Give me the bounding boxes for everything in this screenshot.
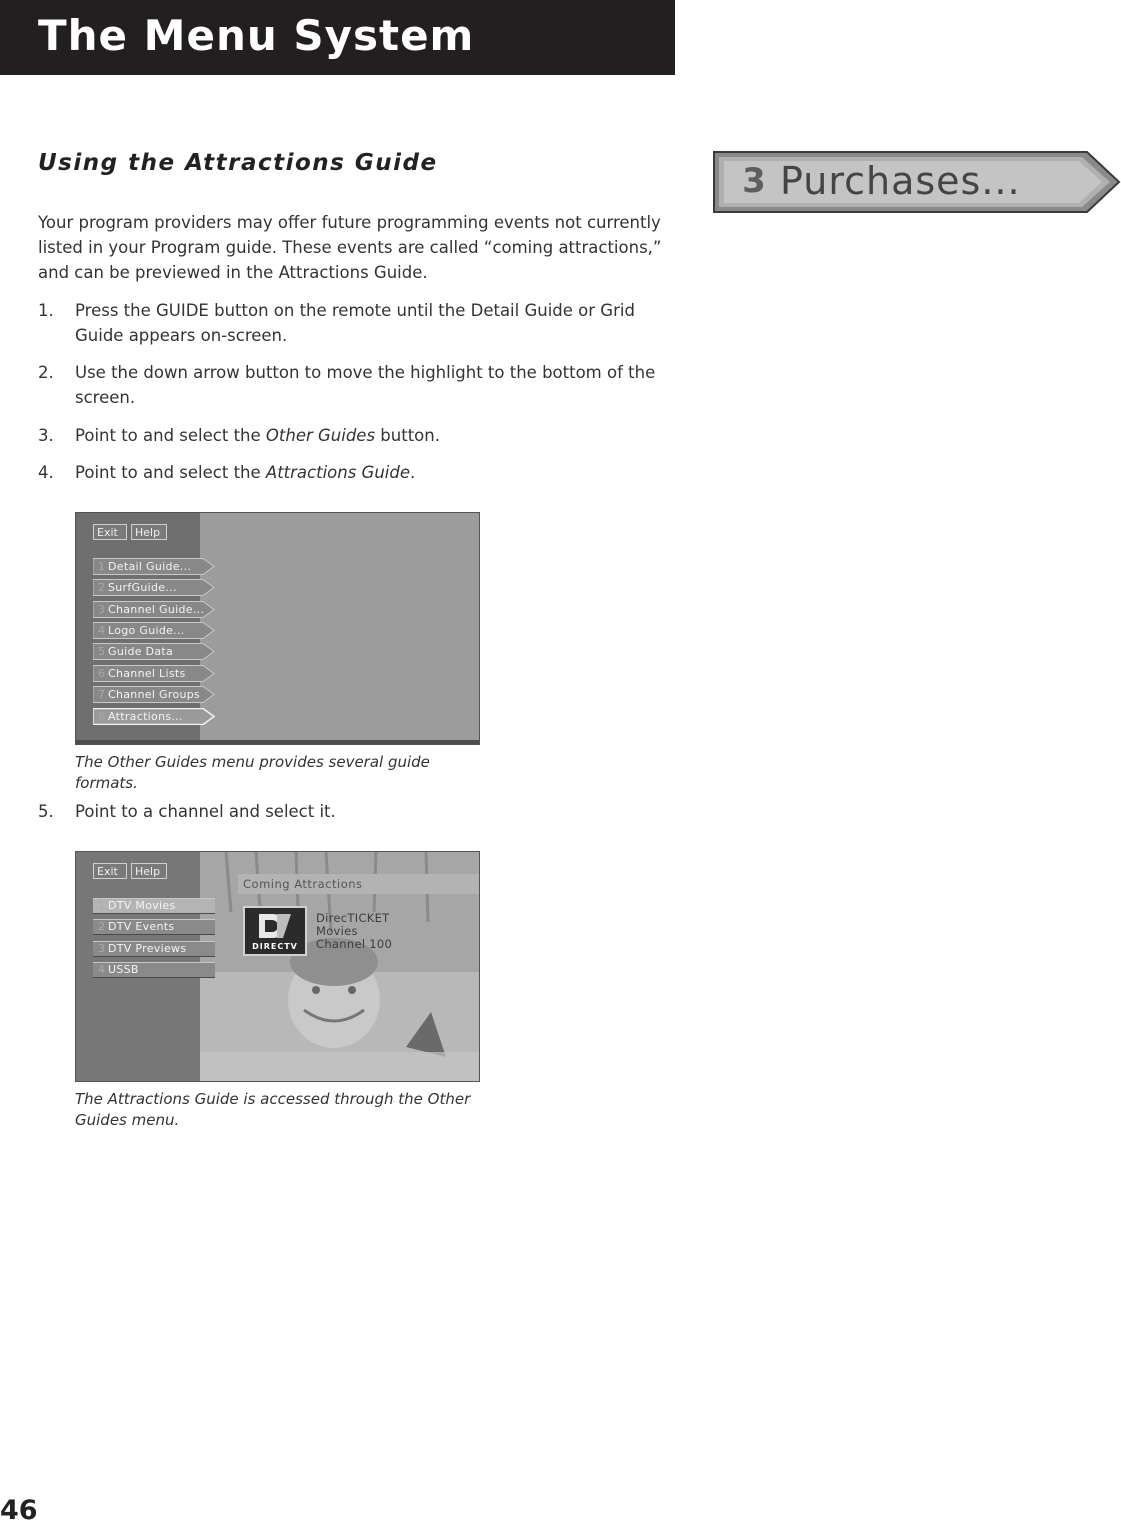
step-number: 5. — [38, 802, 54, 821]
menu-item-label: Detail Guide... — [108, 560, 192, 573]
menu-item-label: SurfGuide... — [108, 581, 177, 594]
menu-item-surfguide[interactable] — [93, 579, 215, 596]
page-title: The Menu System — [38, 11, 475, 60]
bottom-band — [76, 740, 479, 744]
menu-item-number: 1 — [98, 899, 105, 912]
step-number: 4. — [38, 463, 54, 482]
step-number: 3. — [38, 426, 54, 445]
menu-item-number: 3 — [98, 603, 105, 616]
menu-item-number: 1 — [98, 560, 105, 573]
help-button[interactable]: Help — [131, 524, 167, 540]
step-text: Press the GUIDE button on the remote until the Detail Guide or Grid Guide appears on-screen. — [75, 301, 635, 345]
menu-item-ussb[interactable] — [93, 962, 215, 978]
menu-item-attractions[interactable] — [93, 708, 215, 725]
menu-item-label: Attractions... — [108, 710, 183, 723]
directv-logo-text: DIRECTV — [252, 942, 298, 951]
step-text-pre: Point to and select the — [75, 426, 266, 445]
purchases-number: 3 — [742, 161, 766, 201]
step-text-post: button. — [375, 426, 440, 445]
step-text-post: . — [410, 463, 416, 482]
menu-item-label: Guide Data — [108, 645, 174, 658]
menu-item-channel-lists[interactable] — [93, 665, 215, 682]
menu-item-logo-guide[interactable] — [93, 622, 215, 639]
attractions-guide-screenshot — [75, 851, 480, 1082]
directv-logo — [243, 906, 307, 956]
menu-item-number: 4 — [98, 963, 105, 976]
menu-item-dtv-events[interactable] — [93, 919, 215, 935]
coming-attractions-label: Coming Attractions — [243, 877, 363, 891]
step-text-pre: Point to and select the — [75, 463, 266, 482]
menu-item-channel-guide[interactable] — [93, 601, 215, 618]
menu-item-number: 2 — [98, 581, 105, 594]
menu-item-label: Channel Lists — [108, 667, 186, 680]
content-area — [200, 513, 479, 744]
ticket-line-title: DirecTICKET — [316, 911, 390, 925]
other-guides-screenshot — [75, 512, 480, 745]
menu-item-number: 4 — [98, 624, 105, 637]
exit-button[interactable]: Exit — [93, 524, 127, 540]
menu-item-number: 2 — [98, 920, 105, 933]
step-text: Use the down arrow button to move the highlight to the bottom of the screen. — [75, 363, 656, 407]
menu-item-number: 7 — [98, 688, 105, 701]
menu-item-dtv-previews[interactable] — [93, 941, 215, 957]
menu-item-channel-groups[interactable] — [93, 686, 215, 703]
step-number: 1. — [38, 301, 54, 320]
help-button[interactable]: Help — [131, 863, 167, 879]
menu-item-guide-data[interactable] — [93, 643, 215, 660]
menu-item-label: DTV Movies — [108, 899, 176, 912]
menu-item-dtv-movies[interactable] — [93, 898, 215, 914]
ticket-line-channel: Channel 100 — [316, 937, 393, 951]
step-text: Point to a channel and select it. — [75, 802, 336, 821]
step-number: 2. — [38, 363, 54, 382]
menu-item-number: 6 — [98, 667, 105, 680]
caption-other-guides: The Other Guides menu provides several guide formats. — [75, 753, 430, 792]
menu-item-label: Channel Guide... — [108, 603, 205, 616]
menu-item-label: Channel Groups — [108, 688, 201, 701]
menu-item-label: DTV Events — [108, 920, 175, 933]
step-text — [75, 423, 678, 448]
page-number: 46 — [0, 1495, 38, 1526]
step-text — [75, 460, 678, 485]
directv-logo-icon — [257, 912, 293, 940]
menu-item-number: 8 — [98, 710, 105, 723]
section-heading: Using the Attractions Guide — [38, 150, 438, 176]
intro-paragraph: Your program providers may offer future programming events not currently listed in your Program guide. These events are called “coming attractions,” and can be previewed in the Attractions Guide. — [38, 213, 662, 282]
caption-attractions-guide: The Attractions Guide is accessed through the Other Guides menu. — [75, 1090, 471, 1129]
menu-item-label: Logo Guide... — [108, 624, 185, 637]
menu-item-label: DTV Previews — [108, 942, 187, 955]
menu-item-detail-guide[interactable] — [93, 558, 215, 575]
step-emphasis: Other Guides — [265, 426, 376, 445]
menu-item-label: USSB — [108, 963, 139, 976]
purchases-label: Purchases... — [780, 159, 1021, 203]
menu-item-number: 5 — [98, 645, 105, 658]
menu-item-number: 3 — [98, 942, 105, 955]
exit-button[interactable]: Exit — [93, 863, 127, 879]
ticket-line-category: Movies — [316, 924, 358, 938]
step-emphasis: Attractions Guide — [265, 463, 410, 482]
